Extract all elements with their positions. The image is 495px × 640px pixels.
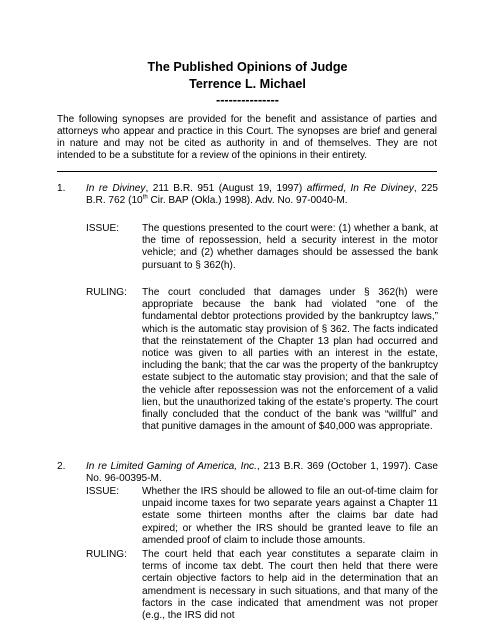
- entry-1-case-name-2: In Re Diviney: [350, 183, 414, 194]
- entry-2-issue-text: Whether the IRS should be allowed to file an out-of-time claim for unpaid income taxes for two separate years against a Chapter 11 estate some thirteen months after the claims bar date had expired; or whether the IRS should be granted leave to file an amended proof of claim to include those amounts.: [142, 486, 438, 546]
- document-title-line-2: Terrence L. Michael: [189, 77, 306, 91]
- entry-1-number: 1.: [57, 183, 66, 194]
- entry-1-citation: [86, 183, 438, 207]
- entry-2-case-name: In re Limited Gaming of America, Inc.: [86, 461, 257, 472]
- entry-1-issue-text: The questions presented to the court were: (1) whether a bank, at the time of repossession, held a security interest in the motor vehicle; and (2) whether damages should be assessed the bank pursuant to § 362(h).: [142, 223, 438, 271]
- entry-2-number: 2.: [57, 461, 66, 472]
- entry-2-citation: [86, 461, 438, 485]
- entry-2-ruling-text: The court held that each year constitutes a separate claim in terms of income tax debt. The court then held that there were certain objective factors to help aid in the determination that an amendment is necessary in such situations, and that many of the factors in the case indicated that amendment was not proper (e.g., the IRS did not: [142, 549, 438, 622]
- entry-1-issue-label: ISSUE:: [86, 223, 120, 234]
- entry-1-affirmed-sep: ,: [343, 183, 351, 194]
- intro-paragraph: The following synopses are provided for the benefit and assistance of parties and attorneys who appear and practice in this Court. The synopses are brief and general in nature and may not be cited as authority in and of themselves. They are not intended to be a substitute for a review of the opinions in their entirety.: [57, 114, 437, 162]
- entry-1-affirmed: affirmed: [306, 183, 344, 194]
- entry-1-ruling-label: RULING:: [86, 287, 127, 298]
- entry-2-issue-label: ISSUE:: [86, 486, 120, 497]
- entry-1-citation-2-tail: Cir. BAP (Okla.) 1998). Adv. No. 97-0040-M.: [147, 195, 348, 207]
- title-dash-rule: ---------------: [216, 93, 279, 107]
- entry-2-ruling-label: RULING:: [86, 549, 127, 560]
- document-title-line-1: The Published Opinions of Judge: [147, 60, 348, 74]
- entry-1-citation-2-sup: th: [142, 194, 148, 201]
- entry-1-citation-2: , 225 B.R. 762 (10: [86, 183, 438, 207]
- entry-1-case-name: In re Diviney: [86, 183, 146, 194]
- entry-1-citation-text: , 211 B.R. 951 (August 19, 1997): [145, 183, 307, 194]
- entry-1-ruling-text: The court concluded that damages under § 362(h) were appropriate because the bank had violated “one of the fundamental debtor protections provided by the bankruptcy laws,” which is the automatic stay provision of § 362. The facts indicated that the reinstatement of the Chapter 13 plan had occurred and notice was given to all parties with an interest in the estate, including the bank; that the car was the property of the bankruptcy estate subject to the automatic stay provision; and that the sale of the vehicle after repossession was not the enforcement of a valid lien, but the unauthorized taking of the estate’s property. The court finally concluded that the conduct of the bank was “willful” and that punitive damages in the amount of $40,000 was appropriate.: [142, 287, 438, 433]
- section-divider: [57, 171, 437, 172]
- entry-2-citation-text: , 213 B.R. 369 (October 1, 1997). Case No. 96-00395-M.: [86, 461, 438, 485]
